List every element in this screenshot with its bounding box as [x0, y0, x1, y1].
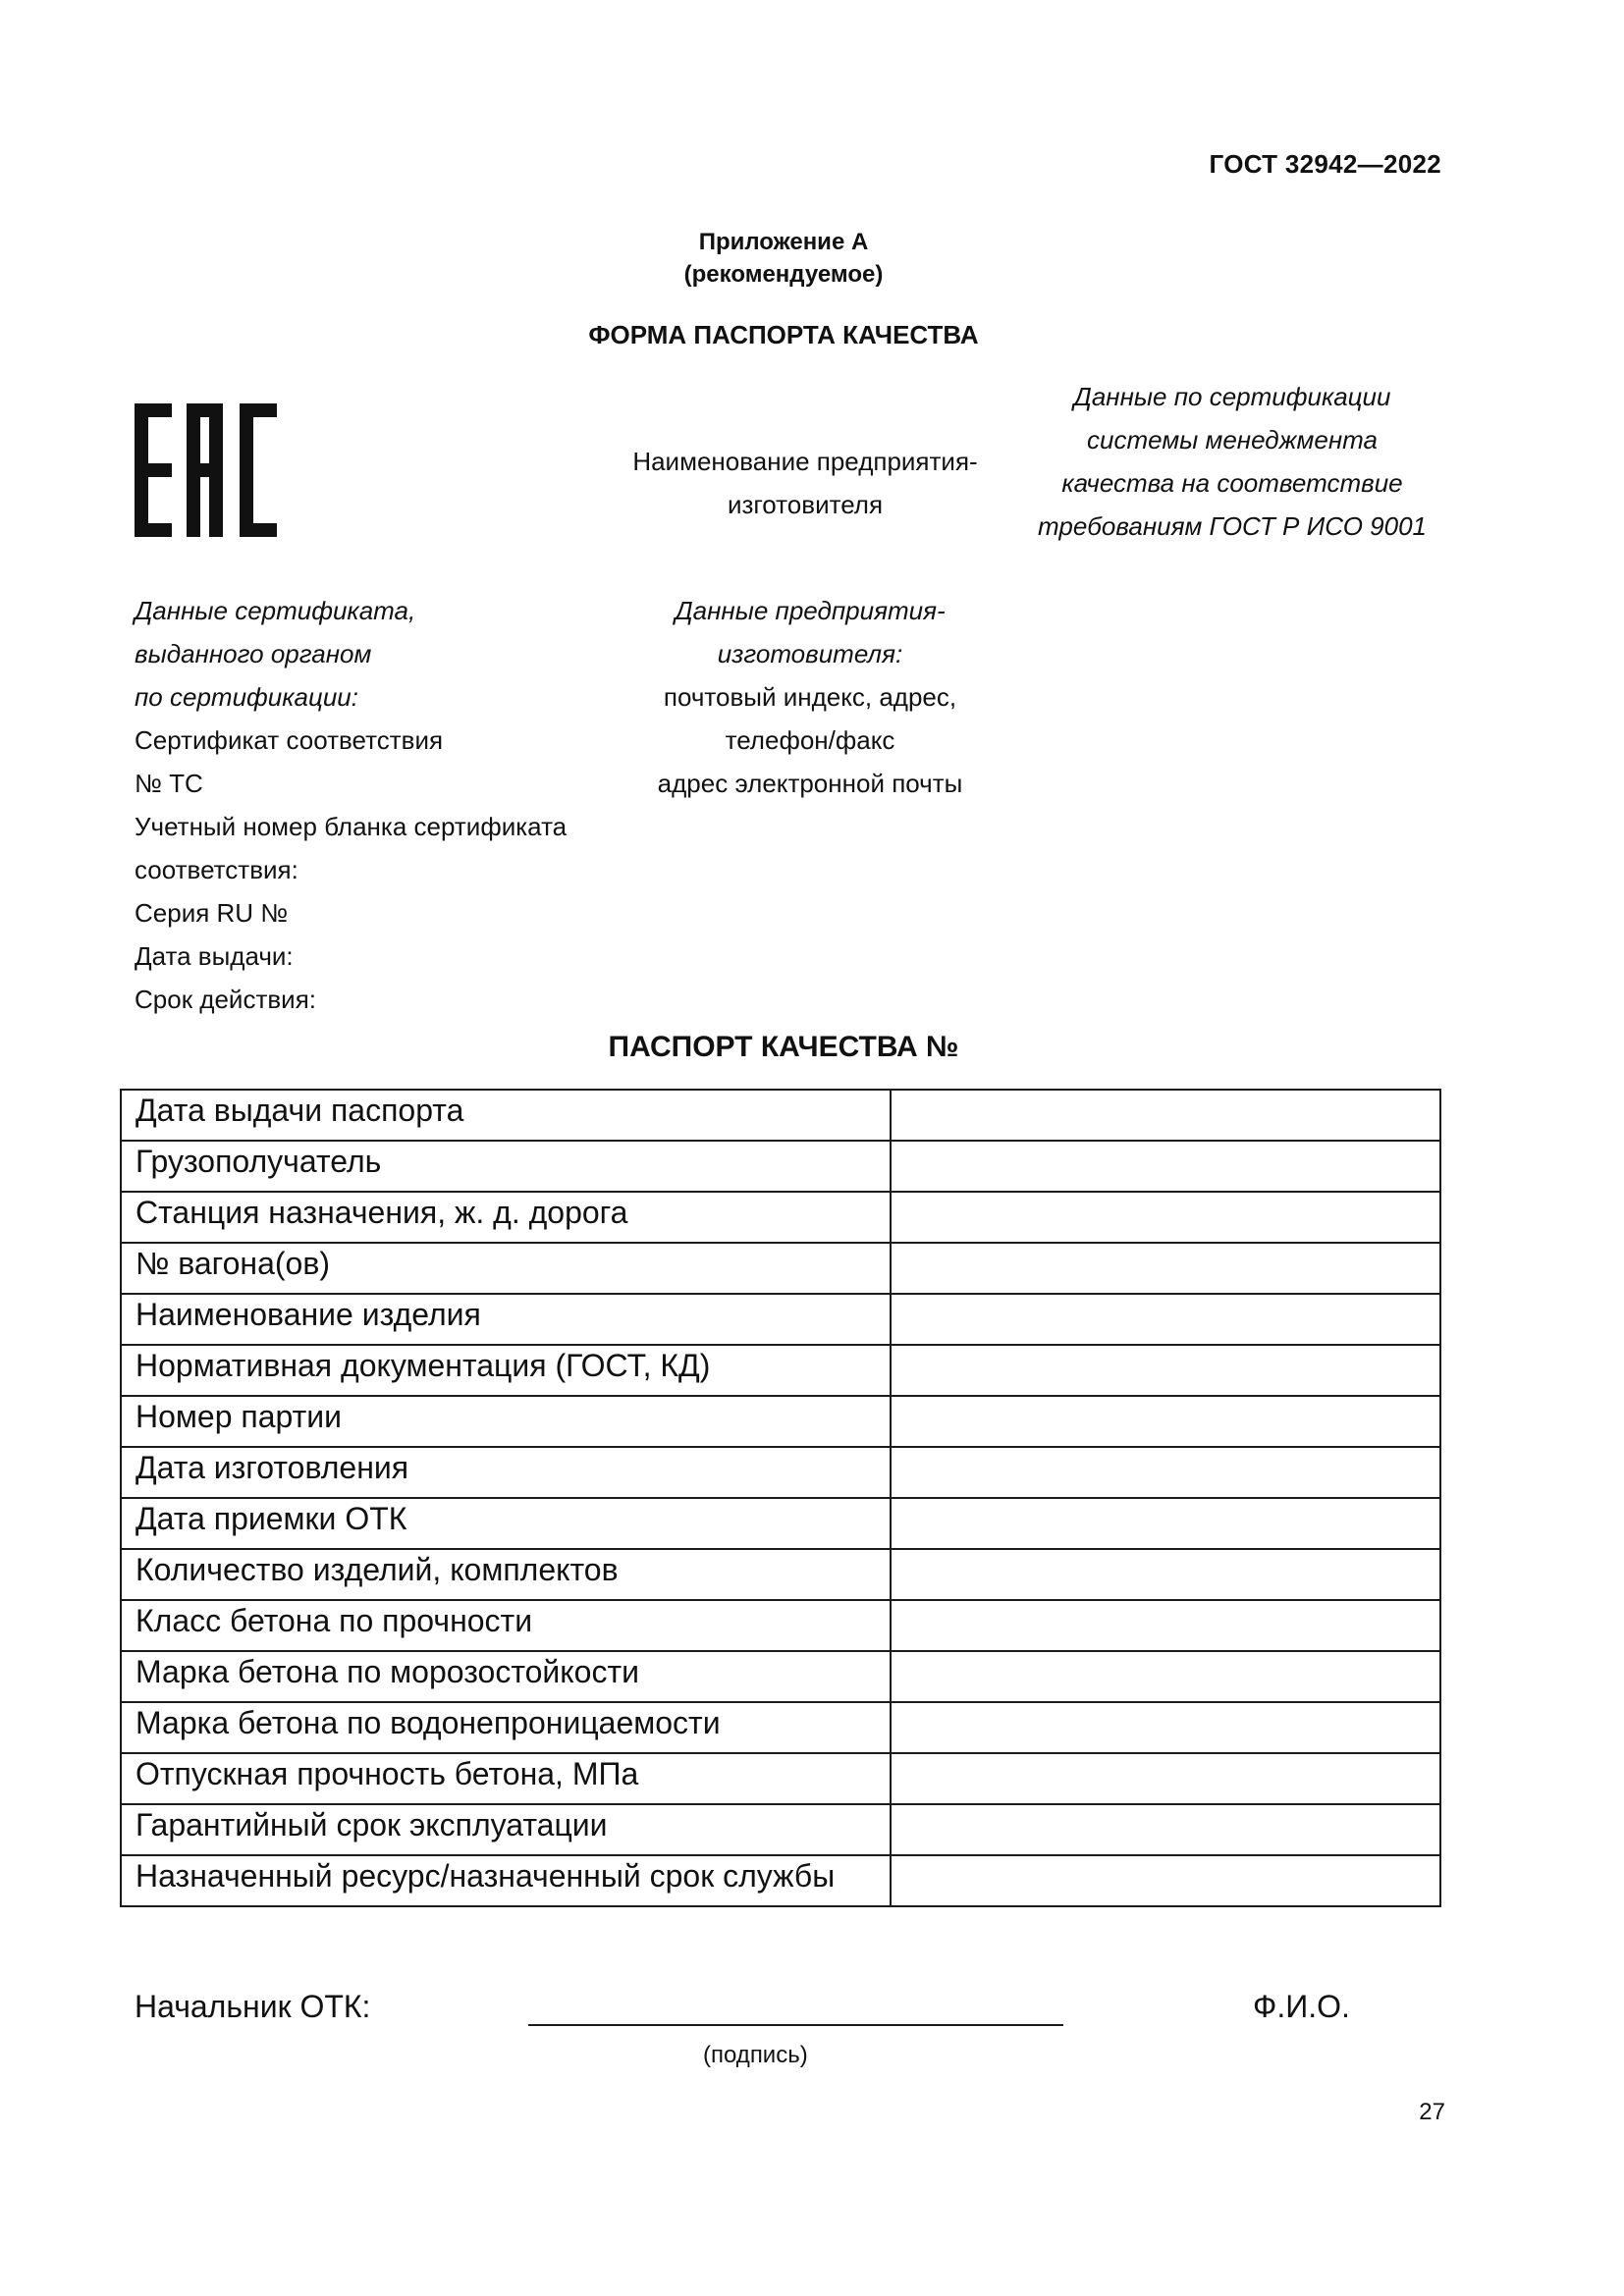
certificate-line-5: Серия RU №	[135, 898, 289, 928]
table-row	[121, 1294, 1440, 1345]
row-label: Дата изготовления	[121, 1447, 891, 1498]
row-value	[891, 1549, 1440, 1600]
row-value	[891, 1141, 1440, 1192]
row-value	[891, 1600, 1440, 1651]
table-row	[121, 1243, 1440, 1294]
table-row	[121, 1651, 1440, 1702]
table-row	[121, 1855, 1440, 1906]
qms-line-4: требованиям ГОСТ Р ИСО 9001	[1038, 511, 1427, 541]
certificate-block	[135, 589, 567, 1021]
qms-line-3: качества на соответствие	[1061, 468, 1403, 498]
row-value	[891, 1804, 1440, 1855]
row-label: Дата выдачи паспорта	[121, 1090, 891, 1141]
certificate-heading-3: по сертификации:	[135, 682, 358, 712]
row-value	[891, 1090, 1440, 1141]
row-label: Назначенный ресурс/назначенный срок службы	[121, 1855, 891, 1906]
contacts-line-2: телефон/факс	[725, 725, 895, 755]
table-row	[121, 1702, 1440, 1753]
table-row	[121, 1600, 1440, 1651]
appendix-note: (рекомендуемое)	[683, 261, 884, 288]
table-row	[121, 1753, 1440, 1804]
contacts-line-3: адрес электронной почты	[657, 769, 963, 798]
appendix-heading	[0, 226, 1567, 291]
certificate-line-1: Сертификат соответствия	[135, 725, 444, 755]
table-row	[121, 1396, 1440, 1447]
row-label: Марка бетона по водонепроницаемости	[121, 1702, 891, 1753]
form-title: ФОРМА ПАСПОРТА КАЧЕСТВА	[588, 320, 979, 349]
table-row	[121, 1447, 1440, 1498]
manufacturer-name-line-2: изготовителя	[727, 490, 884, 519]
row-value	[891, 1855, 1440, 1906]
manufacturer-name	[579, 440, 1031, 526]
table-row	[121, 1804, 1440, 1855]
signature-line	[528, 2024, 1063, 2026]
row-value	[891, 1498, 1440, 1549]
contacts-heading-1: Данные предприятия-	[675, 596, 946, 625]
row-label: Марка бетона по морозостойкости	[121, 1651, 891, 1702]
manufacturer-contacts	[599, 589, 1021, 805]
row-label: Класс бетона по прочности	[121, 1600, 891, 1651]
standard-number: ГОСТ 32942—2022	[1209, 149, 1441, 179]
table-row	[121, 1345, 1440, 1396]
row-value	[891, 1345, 1440, 1396]
contacts-heading-2: изготовителя:	[717, 639, 903, 668]
row-value	[891, 1294, 1440, 1345]
row-label: Количество изделий, комплектов	[121, 1549, 891, 1600]
certificate-line-6: Дата выдачи:	[135, 941, 294, 971]
row-label: Номер партии	[121, 1396, 891, 1447]
manufacturer-name-line-1: Наименование предприятия-	[632, 447, 978, 476]
qms-line-2: системы менеджмента	[1087, 425, 1378, 454]
row-label: Грузополучатель	[121, 1141, 891, 1192]
appendix-title: Приложение А	[698, 229, 869, 255]
table-row	[121, 1141, 1440, 1192]
row-value	[891, 1396, 1440, 1447]
certificate-line-2: № ТС	[135, 769, 203, 798]
row-value	[891, 1753, 1440, 1804]
row-label: Станция назначения, ж. д. дорога	[121, 1192, 891, 1243]
certificate-line-3: Учетный номер бланка сертификата	[135, 812, 568, 841]
signature-label: Начальник ОТК:	[135, 1989, 371, 2024]
certificate-line-4: соответствия:	[135, 855, 298, 884]
row-label: Гарантийный срок эксплуатации	[121, 1804, 891, 1855]
row-label: № вагона(ов)	[121, 1243, 891, 1294]
qms-line-1: Данные по сертификации	[1073, 382, 1391, 411]
table-row	[121, 1549, 1440, 1600]
row-label: Наименование изделия	[121, 1294, 891, 1345]
table-row	[121, 1498, 1440, 1549]
table-row	[121, 1192, 1440, 1243]
passport-table	[120, 1089, 1441, 1907]
row-value	[891, 1192, 1440, 1243]
row-value	[891, 1651, 1440, 1702]
contacts-line-1: почтовый индекс, адрес,	[663, 682, 957, 712]
page-number: 27	[1419, 2099, 1445, 2125]
certificate-heading-1: Данные сертификата,	[135, 596, 416, 625]
signature-caption: (подпись)	[703, 2042, 808, 2068]
passport-title: ПАСПОРТ КАЧЕСТВА №	[608, 1031, 959, 1063]
row-label: Отпускная прочность бетона, МПа	[121, 1753, 891, 1804]
row-value	[891, 1447, 1440, 1498]
certificate-line-7: Срок действия:	[135, 985, 316, 1014]
signature-name-label: Ф.И.О.	[1253, 1989, 1350, 2024]
certificate-heading-2: выданного органом	[135, 639, 372, 668]
table-row	[121, 1090, 1440, 1141]
row-label: Дата приемки ОТК	[121, 1498, 891, 1549]
qms-certification-block	[992, 375, 1473, 548]
row-value	[891, 1243, 1440, 1294]
row-label: Нормативная документация (ГОСТ, КД)	[121, 1345, 891, 1396]
row-value	[891, 1702, 1440, 1753]
eac-logo	[135, 403, 277, 537]
